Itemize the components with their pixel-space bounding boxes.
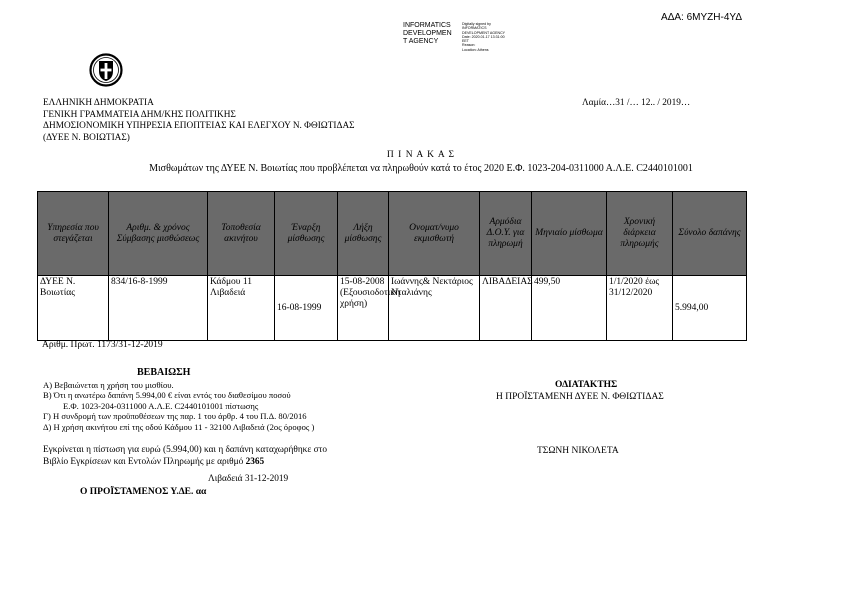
signature-line: DEVELOPMEN [403,30,452,37]
signature-detail: DEVELOPMENT AGENCY [462,30,506,35]
signature-line: T AGENCY [403,38,439,45]
authorizer-name: ΤΣΩΝΗ ΝΙΚΟΛΕΤΑ [537,446,619,456]
column-header: Αριθμ. & χρόνος Σύμβασης μισθώσεως [109,192,208,276]
issuer-header [43,98,355,144]
table-header-row [38,192,747,276]
table-row [38,276,747,341]
digital-signature-label [403,22,452,46]
authorizer-label: ΟΔΙΑΤΑΚΤΗΣ [555,380,618,390]
cell-duration: 1/1/2020 έως 31/12/2020 [607,276,673,341]
approval-text [43,445,327,468]
approval-signer: Ο ΠΡΟΪΣΤΑΜΕΝΟΣ Υ.ΔΕ. αα [80,487,207,497]
cell-total: 5.994,00 [673,276,747,341]
cell-location: Κάδμου 11 Λιβαδειά [208,276,275,341]
approval-line [43,457,327,469]
header-line: ΕΛΛΗΝΙΚΗ ΔΗΜΟΚΡΑΤΙΑ [43,98,154,108]
cell-contract: 834/16-8-1999 [109,276,208,341]
digital-signature-details [462,22,505,52]
column-header: Έναρξη μίσθωσης [275,192,338,276]
list-item: Α) Βεβαιώνεται η χρήση του μισθίου. [43,380,174,390]
document-date: Λαμία…31 /… 12.. / 2019… [582,98,691,108]
place-date: Λιβαδειά 31-12-2019 [208,474,289,484]
signature-detail: Reason: [462,43,476,48]
column-header: Μηνιαίο μίσθωμα [532,192,607,276]
lease-table [37,191,747,341]
signature-line: INFORMATICS [403,22,451,29]
approval-line-text: Βιβλίο Εγκρίσεων και Εντολών Πληρωμής με αριθμό [43,456,244,467]
certification-title: ΒΕΒΑΙΩΣΗ [137,367,191,378]
header-line: ΓΕΝΙΚΗ ΓΡΑΜΜΑΤΕΙΑ ΔΗΜ/ΚΗΣ ΠΟΛΙΤΙΚΗΣ [43,109,236,120]
cell-monthly: 499,50 [532,276,607,341]
column-header: Υπηρεσία που στεγάζεται [38,192,109,276]
list-item: Δ) Η χρήση ακινήτου επί της οδού Κάδμου 11 - 32100 Λιβαδειά (2ος όροφος ) [43,421,315,432]
list-item: Ε.Φ. 1023-204-0311000 Α.Λ.Ε. C2440101001 πίστωσης [63,400,259,411]
page-title: Π Ι Ν Α Κ Α Σ [386,150,456,160]
cell-end: 15-08-2008 (Εξουσιοδοτική χρήση) [338,276,389,341]
certification-list [43,380,314,432]
cell-lessor: Ιωάννης& Νεκτάριος Νταλιάνης [389,276,480,341]
list-item: Β) Ότι η ανωτέρω δαπάνη 5.994,00 € είναι εντός του διαθεσίμου ποσού [43,390,291,401]
header-line: (ΔΥΕΕ Ν. ΒΟΙΩΤΙΑΣ) [43,132,130,143]
signature-detail: INFORMATICS [462,26,487,31]
column-header: Λήξη μίσθωσης [338,192,389,276]
page-subtitle: Μισθωμάτων της ΔΥΕΕ Ν. Βοιωτίας που προβλέπεται να πληρωθούν κατά το έτος 2020 Ε.Φ. 1023-204-0311000 Α.Λ.Ε. C2440101001 [149,163,693,174]
signature-detail: EET [462,39,469,44]
signature-detail: Location: Athens [462,47,489,52]
authorizer-title: Η ΠΡΟΪΣΤΑΜΕΝΗ ΔΥΕΕ Ν. ΦΘΙΩΤΙΔΑΣ [496,392,664,402]
cell-doy: ΛΙΒΑΔΕΙΑΣ [480,276,532,341]
protocol-number: Αριθμ. Πρωτ. 1173/31-12-2019 [42,340,163,350]
header-line: ΔΗΜΟΣΙΟΝΟΜΙΚΗ ΥΠΗΡΕΣΙΑ ΕΠΟΠΤΕΙΑΣ ΚΑΙ ΕΛΕΓΧΟΥ Ν. ΦΘΙΩΤΙΔΑΣ [43,121,355,131]
greek-emblem-icon [89,53,123,87]
ada-code: ΑΔΑ: 6ΜΥΖΗ-4ΥΔ [661,12,742,23]
signature-detail: Date: 2020.01.17 13:31:00 [462,34,505,39]
column-header: Αρμόδια Δ.Ο.Υ. για πληρωμή [480,192,532,276]
approval-line: Εγκρίνεται η πίστωση για ευρώ (5.994,00) και η δαπάνη καταχωρήθηκε στο [43,445,327,455]
cell-start: 16-08-1999 [275,276,338,341]
cell-service: ΔΥΕΕ Ν. Βοιωτίας [38,276,109,341]
column-header: Χρονική διάρκεια πληρωμής [607,192,673,276]
column-header: Σύνολο δαπάνης [673,192,747,276]
column-header: Τοποθεσία ακινήτου [208,192,275,276]
column-header: Ονοματ/νυμο εκμισθωτή [389,192,480,276]
signature-detail: Digitally signed by [462,22,491,26]
list-item: Γ) Η συνδρομή των προϋποθέσεων της παρ. 1 του άρθρ. 4 του Π.Δ. 80/2016 [43,411,307,422]
approval-number: 2365 [245,456,265,467]
